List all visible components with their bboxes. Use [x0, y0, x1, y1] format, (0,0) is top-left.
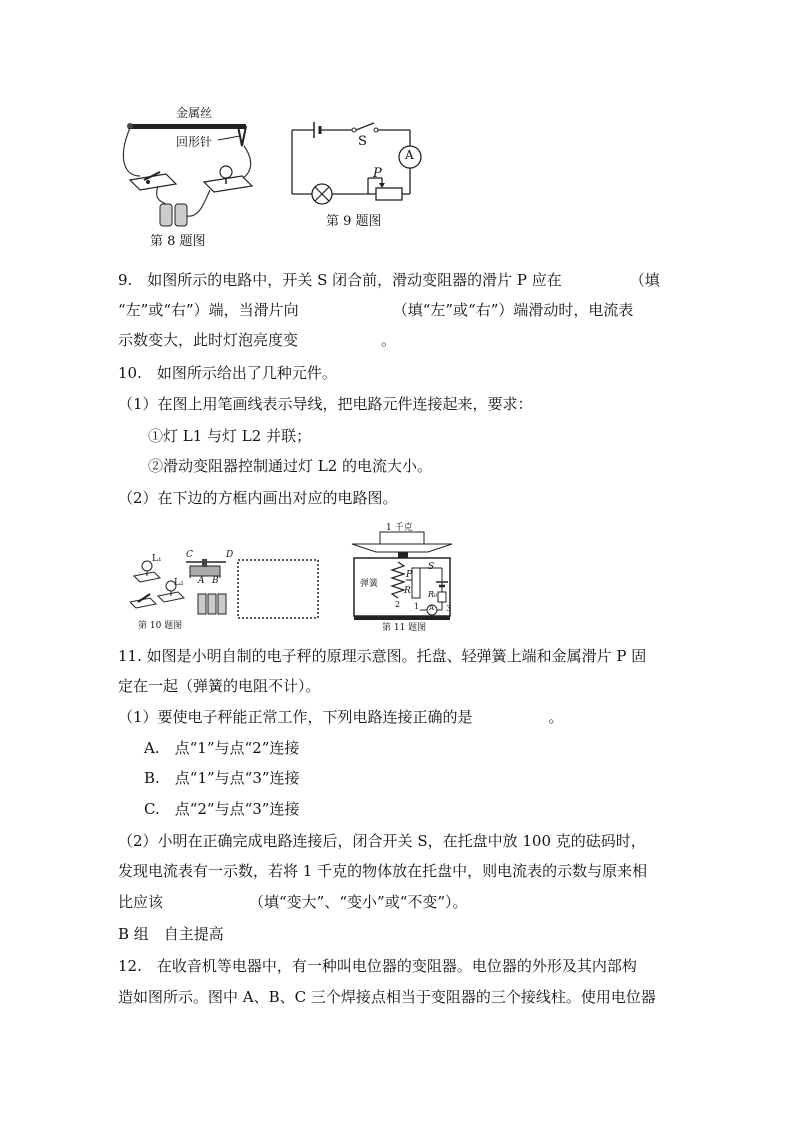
figure-11-label-S: S	[428, 562, 435, 572]
tray	[352, 544, 452, 552]
figure-9-caption: 第 9 题图	[326, 214, 382, 229]
q11-line-1: 11. 如图是小明自制的电子秤的原理示意图。托盘、轻弹簧上端和金属滑片 P 固	[118, 647, 647, 665]
resistor-R0	[438, 592, 446, 602]
figure-11-label-R0: R₀	[428, 590, 438, 599]
q9-line-2: “左”或“右”）端，当滑片向 （填“左”或“右”）端滑动时，电流表	[118, 301, 634, 319]
figure-10-label-L2: L₂	[174, 578, 184, 588]
q12-line-2: 造如图所示。图中 A、B、C 三个焊接点相当于变阻器的三个接线柱。使用电位器	[118, 988, 656, 1006]
figure-10	[130, 550, 322, 632]
group-b-title: B 组 自主提高	[118, 925, 224, 943]
answer-box[interactable]	[238, 560, 318, 618]
q10-part2: （2）在下边的方框内画出对应的电路图。	[118, 489, 398, 507]
figure-11-label-3: 3	[446, 604, 452, 613]
figure-11-label-A: A	[429, 604, 435, 612]
metal-wire-bar	[128, 124, 246, 129]
q11-part2-line-1: （2）小明在正确完成电路连接后，闭合开关 S，在托盘中放 100 克的砝码时，	[118, 832, 646, 850]
figure-8	[118, 106, 268, 251]
figure-9-label-slider: P	[373, 166, 382, 181]
battery-icon	[175, 204, 187, 226]
resistor-R	[412, 568, 420, 598]
figure-9	[284, 122, 434, 232]
figure-9-label-switch: S	[358, 134, 367, 149]
q11-part2-line-3: 比应该 （填“变大”、“变小”或“不变”）。	[118, 893, 468, 911]
battery-icon	[160, 204, 172, 226]
figure-11-label-R: R	[404, 586, 411, 596]
figure-10-label-C: C	[186, 550, 193, 560]
figure-11-caption: 第 11 题图	[382, 623, 427, 633]
figure-11-label-2: 2	[395, 600, 401, 609]
figure-8-caption: 第 8 题图	[150, 234, 206, 249]
figure-10-caption: 第 10 题图	[138, 621, 183, 631]
q11-part2-line-2: 发现电流表有一示数，若将 1 千克的物体放在托盘中，则电流表的示数与原来相	[118, 862, 648, 880]
bulb-board	[204, 176, 252, 192]
figure-8-label-clip: 回形针	[176, 135, 213, 149]
q10-req2: ②滑动变阻器控制通过灯 L2 的电流大小。	[148, 457, 433, 475]
q11-line-2: 定在一起（弹簧的电阻不计）。	[118, 677, 321, 695]
q11-option-b: B. 点“1”与点“3”连接	[144, 769, 300, 787]
q12-line-1: 12. 在收音机等电器中，有一种叫电位器的变阻器。电位器的外形及其内部构	[118, 957, 637, 975]
figure-11	[348, 520, 458, 632]
figure-11-label-1: 1	[414, 602, 420, 611]
rheostat-icon	[190, 566, 220, 576]
weight-block	[380, 532, 424, 544]
figure-10-label-L1: L₁	[152, 554, 162, 564]
q9-line-3: 示数变大，此时灯泡亮度变 。	[118, 331, 397, 349]
figure-10-label-D: D	[226, 550, 234, 560]
q10-req1: ①灯 L1 与灯 L2 并联；	[148, 427, 312, 445]
figure-11-label-spring: 弹簧	[360, 579, 379, 589]
battery-icon	[198, 594, 206, 614]
figure-10-label-B: B	[212, 576, 219, 586]
figure-8-label-wire: 金属丝	[176, 106, 213, 120]
figure-10-label-A: A	[198, 576, 205, 586]
q11-option-c: C. 点“2”与点“3”连接	[144, 800, 300, 818]
switch-icon	[356, 123, 374, 130]
q9-line-1: 9. 如图所示的电路中，开关 S 闭合前，滑动变阻器的滑片 P 应在 （填	[118, 271, 660, 289]
figure-11-label-P: P	[406, 570, 413, 580]
figure-11-label-top: 1 千克	[386, 523, 413, 533]
figure-9-label-ammeter: A	[405, 148, 414, 162]
bulb-icon	[220, 166, 232, 178]
q10-part1: （1）在图上用笔画线表示导线，把电路元件连接起来，要求：	[118, 395, 533, 413]
battery-icon	[218, 594, 226, 614]
battery-icon	[208, 594, 216, 614]
q11-part1: （1）要使电子秤能正常工作，下列电路连接正确的是 。	[118, 708, 564, 726]
q11-option-a: A. 点“1”与点“2”连接	[144, 739, 300, 757]
q10-title: 10. 如图所示给出了几种元件。	[118, 364, 337, 382]
rheostat-icon	[376, 188, 402, 200]
